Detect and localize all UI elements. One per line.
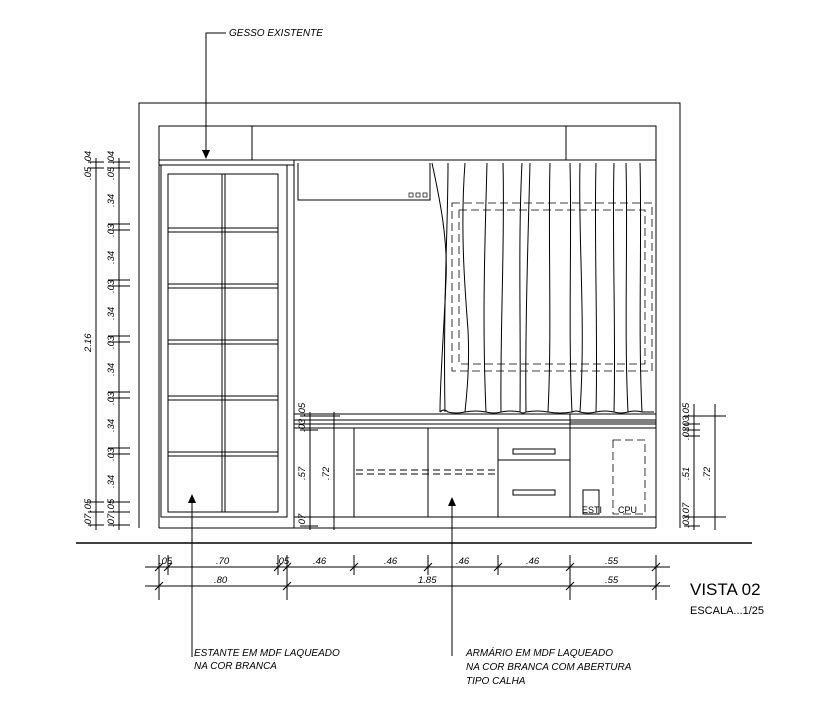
dim-bottom-total-2: 1.85 — [418, 575, 437, 586]
dim-left-inner-13: .34 — [106, 474, 117, 488]
dim-bottom-1: .05 — [159, 556, 173, 567]
dim-right-1: .05 — [681, 402, 692, 416]
dim-bottom-3: .05 — [276, 556, 290, 567]
dim-bottom-total-1: .80 — [214, 575, 228, 586]
dim-left-inner-2: .04 — [106, 150, 117, 164]
dim-left-inner-1: .05 — [106, 166, 117, 180]
dim-bottom-2: .70 — [216, 556, 230, 567]
dim-bottom-5: .46 — [384, 556, 398, 567]
dim-right-4: .51 — [681, 466, 692, 480]
wall-outline — [76, 103, 752, 543]
air-conditioner — [298, 163, 430, 200]
gesso-leader — [202, 33, 226, 159]
dim-left-outer-3: 2.16 — [83, 333, 94, 352]
dim-bottom-6: .46 — [456, 556, 470, 567]
dim-bottom-total-3: .55 — [605, 575, 619, 586]
dim-bottom-4: .46 — [313, 556, 327, 567]
dim-center-1: .05 — [297, 402, 308, 416]
dim-center-5: .07 — [297, 513, 308, 527]
dim-left-inner-7: .34 — [106, 306, 117, 320]
cabinet — [294, 414, 656, 517]
dim-center-3: .57 — [297, 466, 308, 480]
estante-leader — [188, 494, 196, 657]
gesso-label: GESSO EXISTENTE — [229, 28, 323, 39]
dim-bottom-8: .55 — [605, 556, 619, 567]
gesso-ceiling — [159, 126, 656, 165]
estante-label-line1: ESTANTE EM MDF LAQUEADO — [194, 648, 340, 659]
dim-left-inner-3: .34 — [106, 193, 117, 207]
dim-left-inner-6: .03 — [106, 279, 117, 293]
view-scale: ESCALA...1/25 — [690, 605, 764, 617]
dim-center-4: .72 — [321, 466, 332, 480]
dim-left-inner-14: .05 — [106, 498, 117, 512]
dim-left-outer-2: .04 — [83, 150, 94, 164]
armario-label-line1: ARMÁRIO EM MDF LAQUEADO — [466, 648, 614, 659]
cpu-label: CPU — [618, 505, 638, 515]
view-title: VISTA 02 — [690, 580, 761, 599]
armario-label-line2: NA COR BRANCA COM ABERTURA — [466, 662, 632, 673]
dim-center-2: .03 — [297, 418, 308, 432]
armario-leader — [448, 497, 456, 656]
dim-left-inner-4: .03 — [106, 223, 117, 237]
dim-bottom-7: .46 — [526, 556, 540, 567]
dim-left-inner-12: .03 — [106, 447, 117, 461]
dim-right-7: .03 — [681, 514, 692, 528]
dim-left-inner-5: .34 — [106, 250, 117, 264]
esti-label: ESTI — [582, 505, 603, 515]
dim-right-5: .72 — [702, 466, 713, 480]
dim-left-inner-10: .03 — [106, 391, 117, 405]
dim-left-inner-8: .03 — [106, 335, 117, 349]
dim-left-outer-4: .05 — [83, 498, 94, 512]
dim-left-inner-9: .34 — [106, 362, 117, 376]
armario-label-line3: TIPO CALHA — [466, 676, 526, 687]
dim-left-inner-15: .07 — [106, 513, 117, 527]
curtains — [432, 163, 654, 413]
dim-left-inner-11: .34 — [106, 418, 117, 432]
estante-label-line2: NA COR BRANCA — [194, 661, 277, 672]
dim-right-2: .03 — [681, 415, 692, 429]
bookshelf — [161, 160, 294, 528]
dim-right-3: .03 — [681, 426, 692, 440]
dim-right-6: .07 — [681, 502, 692, 516]
dim-left-outer-5: .07 — [83, 513, 94, 527]
dim-left-outer-1: .05 — [83, 166, 94, 180]
